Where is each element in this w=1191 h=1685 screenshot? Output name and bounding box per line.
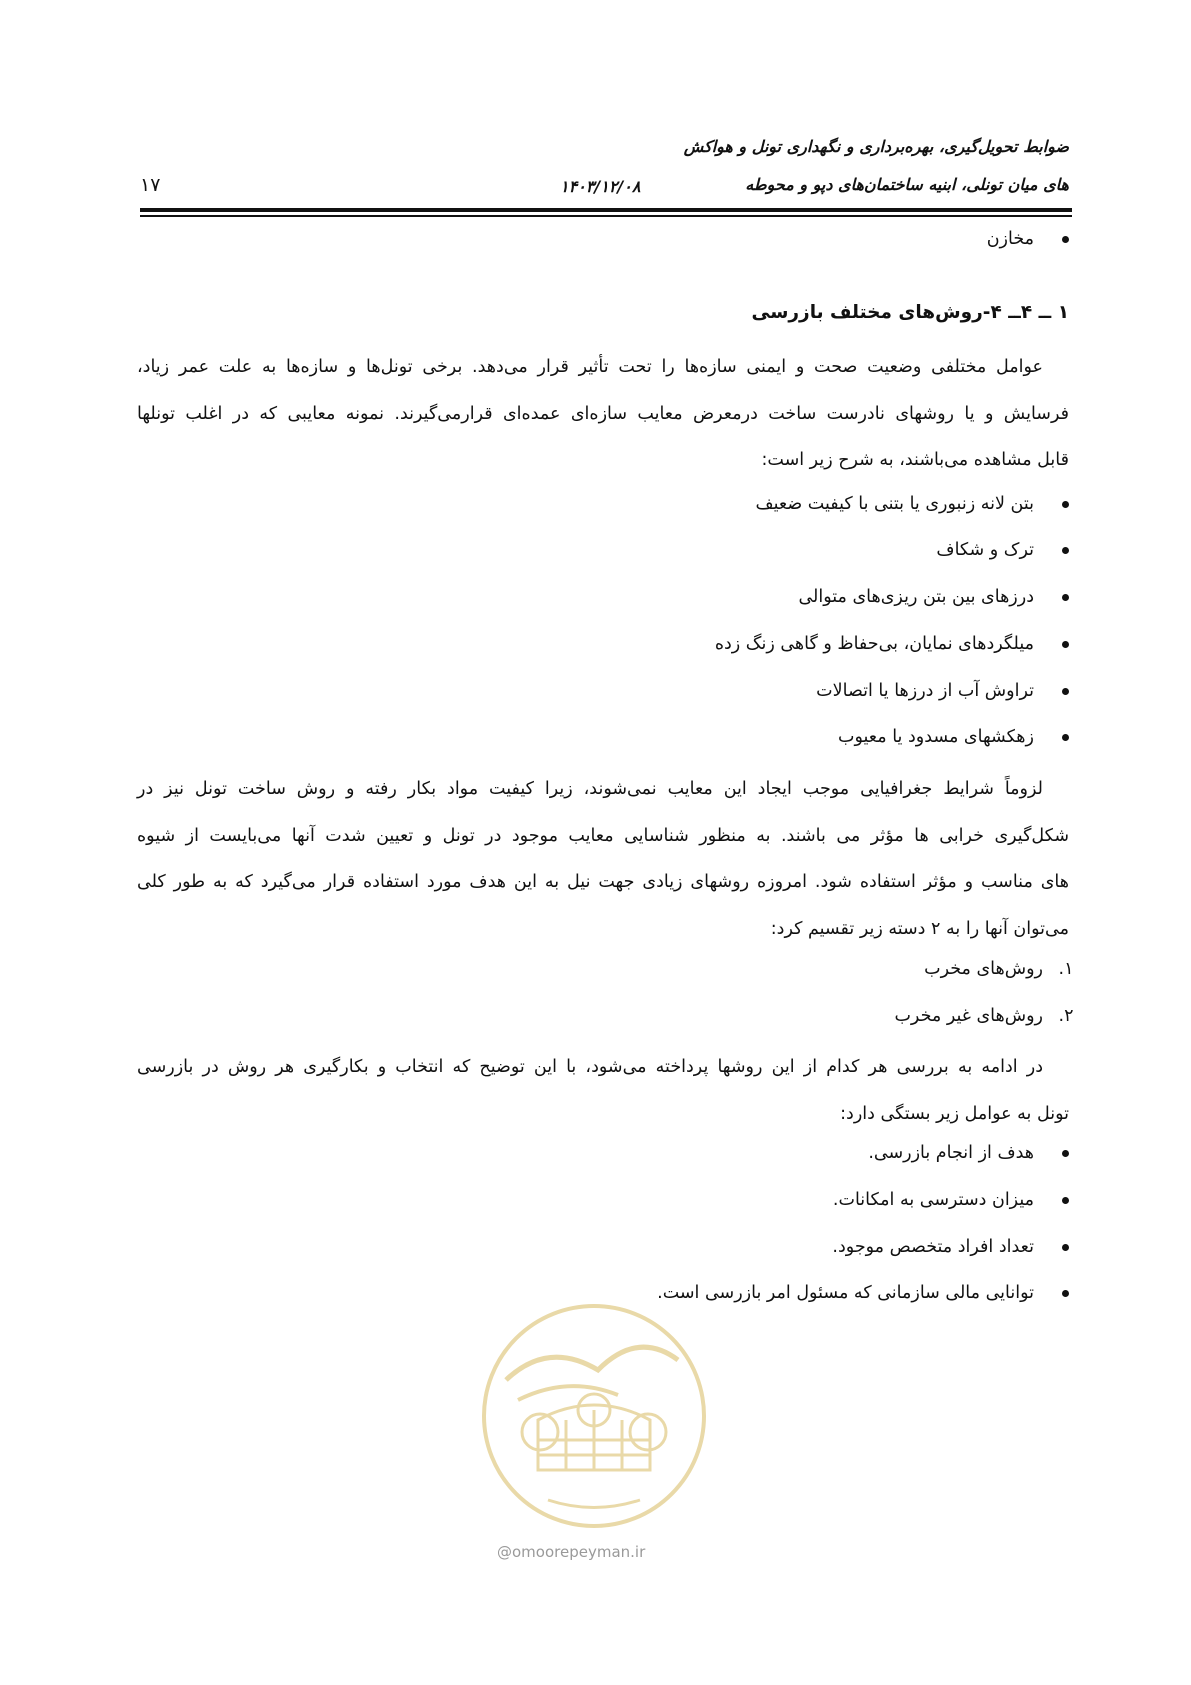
paragraph-geography [137,766,1069,952]
list-item-text: هدف از انجام بازرسی. [868,1143,1034,1163]
list-item-text: میلگردهای نمایان، بی‌حفاظ و گاهی زنگ زده [714,634,1034,654]
bullet-icon [1062,1150,1069,1157]
header-rule-thin [140,215,1072,217]
list-item [657,1283,1069,1303]
header-title-line1: ضوابط تحویل‌گیری، بهره‌برداری و نگهداری تونل و هواکش [683,137,1069,156]
list-number: ۲. [1058,1006,1074,1026]
paragraph-line: در ادامه به بررسی هر کدام از این روشها پرداخته می‌شود، با این توضیح که انتخاب و بکارگیری هر روش در بازرسی [137,1057,1043,1077]
bullet-icon [1062,734,1069,741]
list-item-text: تعداد افراد متخصص موجود. [832,1237,1034,1257]
list-item-text: روش‌های غیر مخرب [894,1006,1043,1026]
bullet-icon [1062,594,1069,601]
paragraph-intro [137,344,1069,484]
bullet-icon [1062,688,1069,695]
section-heading: ۱ ــ ۴ــ ۴-روش‌های مختلف بازرسی [751,302,1069,323]
list-item-text: میزان دسترسی به امکانات. [832,1190,1034,1210]
list-item [987,229,1069,249]
list-item-text: زهکشهای مسدود یا معیوب [838,727,1034,747]
list-item-text: مخازن [986,229,1034,249]
list-number: ۱. [1058,959,1074,979]
header-rule-thick [140,208,1072,212]
numbered-item [894,1006,1077,1026]
list-item-text: توانایی مالی سازمانی که مسئول امر بازرسی است. [657,1283,1034,1303]
paragraph-line: فرسایش و یا روشهای نادرست ساخت درمعرض معایب سازه‌ای عمده‌ای قرارمی‌گیرند. نمونه معایبی که در اغلب تونلها [137,403,1069,424]
bullet-icon [1062,1244,1069,1251]
page-number: ۱۷ [140,174,161,196]
list-item-text: بتن لانه زنبوری یا بتنی با کیفیت ضعیف [755,494,1034,514]
list-item-text: درزهای بین بتن ریزی‌های متوالی [798,587,1034,607]
bullet-icon [1062,1197,1069,1204]
bullet-icon [1062,641,1069,648]
list-item [868,1143,1069,1163]
paragraph-factors [137,1044,1069,1137]
list-item [798,587,1069,607]
bullet-icon [1062,1290,1069,1297]
bullet-icon [1062,236,1069,243]
list-item [838,727,1069,747]
paragraph-line: عوامل مختلفی وضعیت صحت و ایمنی سازه‌ها را تحت تأثیر قرار می‌دهد. برخی تونل‌ها و سازه‌ها به علت عمر زیاد، [137,357,1043,377]
paragraph-line: های مناسب و مؤثر استفاده شود. امروزه روشهای زیادی جهت نیل به این هدف مورد استفاده قرار می‌گیرد که به طور کلی [137,872,1069,892]
watermark-site: @omoorepeyman.ir [497,1543,646,1561]
list-item [756,494,1070,514]
paragraph-line: قابل مشاهده می‌باشند، به شرح زیر است: [761,450,1069,470]
list-item [936,540,1069,560]
header-title-line2: های میان تونلی، ابنیه ساختمان‌های دپو و محوطه [745,175,1069,194]
bullet-icon [1062,501,1069,508]
bullet-icon [1062,547,1069,554]
paragraph-line: تونل به عوامل زیر بستگی دارد: [840,1103,1069,1124]
paragraph-line: شکل‌گیری خرابی ها مؤثر می باشند. به منظور شناسایی معایب موجود در تونل و تعیین شدت آنها می‌بایست از شیوه [137,825,1069,846]
paragraph-line: می‌توان آنها را به ۲ دسته زیر تقسیم کرد: [770,918,1069,939]
numbered-item [924,959,1077,979]
list-item [816,681,1069,701]
watermark-logo-icon [478,1300,710,1532]
list-item [715,634,1069,654]
list-item [832,1237,1069,1257]
list-item-text: روش‌های مخرب [924,959,1043,979]
list-item [833,1190,1069,1210]
list-item-text: تراوش آب از درزها یا اتصالات [816,681,1034,701]
list-item-text: ترک و شکاف [936,540,1034,560]
header-date: ۱۴۰۳/۱۲/۰۸ [560,177,641,196]
paragraph-line: لزوماً شرایط جغرافیایی موجب ایجاد این معایب نمی‌شوند، زیرا کیفیت مواد بکار رفته و روش ساخت تونل نیز در [137,779,1043,799]
